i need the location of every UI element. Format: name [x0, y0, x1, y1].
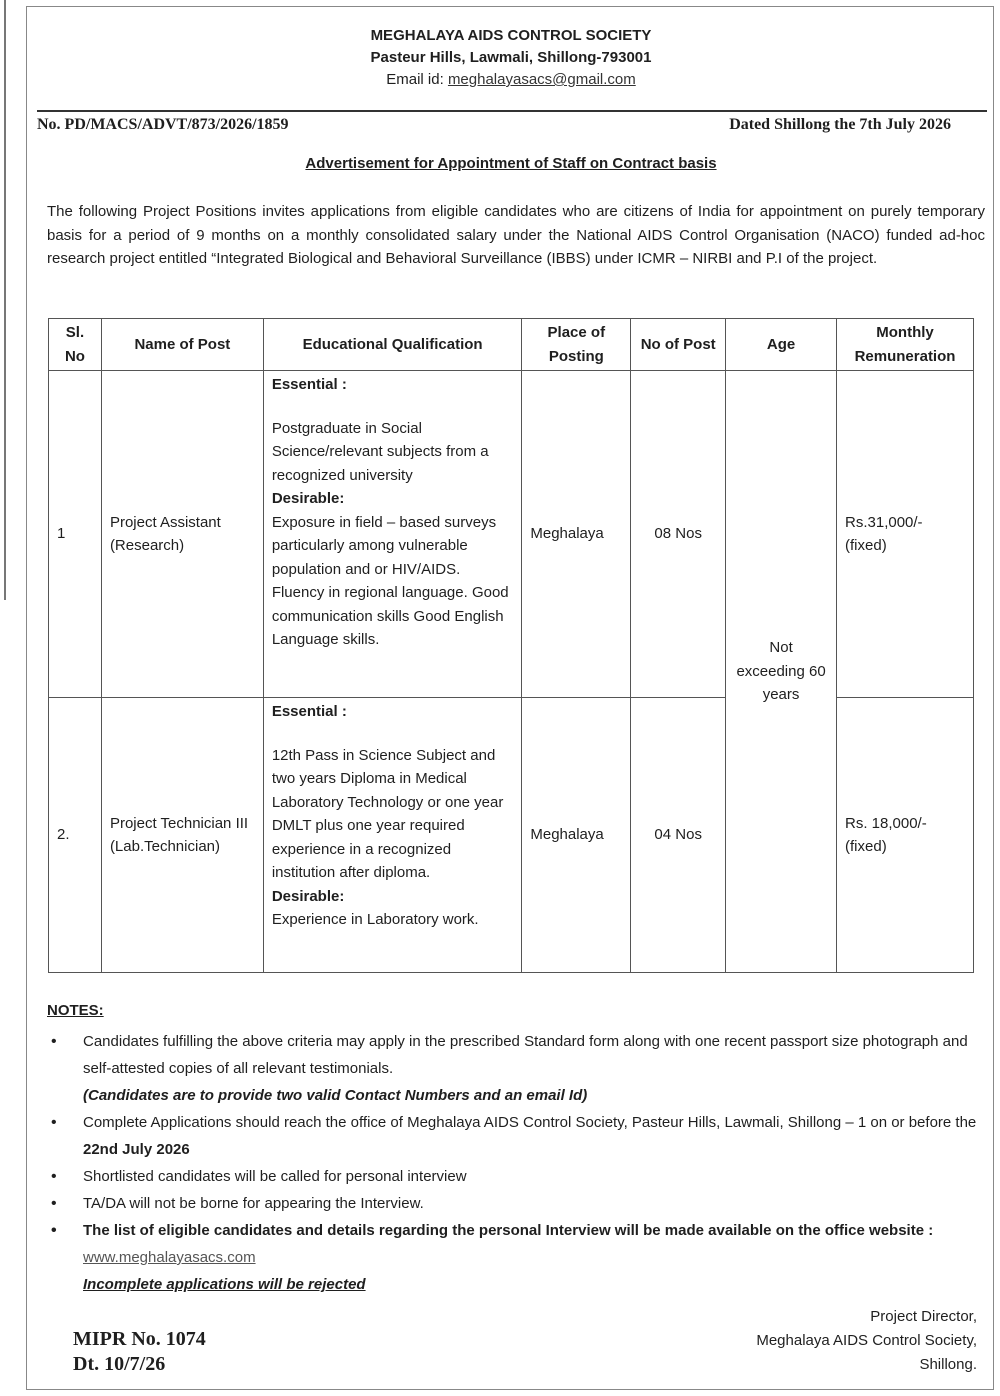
mipr-block [73, 1327, 206, 1377]
note-emphasis: (Candidates are to provide two valid Contact Numbers and an email Id) [83, 1087, 588, 1104]
org-address: Pasteur Hills, Lawmali, Shillong-793001 [370, 49, 652, 66]
desirable-text: Experience in Laboratory work. [271, 911, 479, 928]
row-post: Project Technician III (Lab.Technician) [101, 698, 263, 973]
header-qualification: Educational Qualification [263, 319, 522, 371]
email-label: Email id: [386, 71, 444, 88]
header-remuneration: Monthly Remuneration [837, 319, 974, 371]
header-sl: Sl. No [49, 319, 102, 371]
mipr-number: MIPR No. 1074 [73, 1328, 206, 1350]
positions-table [48, 318, 974, 973]
row-pay: Rs.31,000/- (fixed) [837, 371, 974, 698]
note-text: Candidates fulfilling the above criteria may apply in the prescribed Standard form along with one recent passport size photograph and self-attested copies of all relevant testimonials. [83, 1033, 968, 1077]
desirable-label: Desirable: [271, 887, 345, 905]
table-header-row [49, 319, 974, 371]
row-count: 04 Nos [631, 698, 726, 973]
note-text: Complete Applications should reach the office of Meghalaya AIDS Control Society, Pasteur Hills, Lawmali, Shillong – 1 on or before the [83, 1114, 977, 1131]
list-item [83, 1028, 977, 1109]
row-place: Meghalaya [522, 371, 631, 698]
notes-section [47, 997, 977, 1298]
desirable-text: Exposure in field – based surveys particularly among vulnerable population and or HIV/AIDS. Fluency in regional language. Good communication skills Good English Language skills. [271, 513, 509, 648]
dated-line: Dated Shillong the 7th July 2026 [729, 116, 951, 133]
essential-label: Essential : [271, 703, 347, 720]
row-pay: Rs. 18,000/- (fixed) [837, 698, 974, 973]
table-row [49, 371, 974, 698]
org-email-line [27, 69, 995, 91]
signatory-place: Shillong. [919, 1356, 977, 1373]
scan-margin-line [4, 0, 6, 600]
org-name: MEGHALAYA AIDS CONTROL SOCIETY [370, 27, 652, 44]
essential-text: 12th Pass in Science Subject and two years Diploma in Medical Laboratory Technology or one year DMLT plus one year required experience in a recognized institution after diploma. [271, 746, 504, 881]
signature-block [756, 1305, 977, 1377]
note-text: The list of eligible candidates and details regarding the personal Interview will be made available on the office website : [83, 1222, 934, 1239]
list-item: • Shortlisted candidates will be called for personal interview [83, 1163, 977, 1190]
signatory-title: Project Director, [870, 1308, 977, 1325]
reference-row [37, 110, 987, 134]
reference-number: No. PD/MACS/ADVT/873/2026/1859 [37, 116, 289, 133]
subject-heading: Advertisement for Appointment of Staff on Contract basis [305, 155, 717, 172]
row-qualification [263, 371, 522, 698]
header-place: Place of Posting [522, 319, 631, 371]
header-post: Name of Post [101, 319, 263, 371]
deadline-date: 22nd July 2026 [83, 1141, 190, 1158]
list-item: • TA/DA will not be borne for appearing the Interview. [83, 1190, 977, 1217]
letterhead [27, 25, 995, 91]
header-age: Age [726, 319, 837, 371]
list-item [83, 1217, 977, 1298]
essential-label: Essential : [271, 376, 347, 393]
row-post: Project Assistant (Research) [101, 371, 263, 698]
intro-paragraph: The following Project Positions invites applications from eligible candidates who are citizens of India for appointment on purely temporary basis for a period of 9 months on a monthly consolidated salary under the National AIDS Control Organisation (NACO) funded ad-hoc research project entitled “Integrated Biological and Behavioral Surveillance (IBBS) under ICMR – NIRBI and P.I of the project. [47, 203, 985, 267]
desirable-label: Desirable: [271, 490, 345, 507]
header-count: No of Post [631, 319, 726, 371]
row-sl: 1 [49, 371, 102, 698]
notes-title: NOTES: [47, 1002, 104, 1019]
row-qualification [263, 698, 522, 973]
note-warning: Incomplete applications will be rejected [83, 1276, 366, 1293]
website-link[interactable]: www.meghalayasacs.com [83, 1249, 256, 1266]
signatory-org: Meghalaya AIDS Control Society, [756, 1332, 977, 1349]
list-item [83, 1109, 977, 1163]
mipr-date: Dt. 10/7/26 [73, 1353, 166, 1375]
email-link[interactable]: meghalayasacs@gmail.com [447, 71, 636, 88]
row-place: Meghalaya [522, 698, 631, 973]
document-page [26, 6, 994, 1390]
row-sl: 2. [49, 698, 102, 973]
age-cell: Not exceeding 60 years [726, 371, 837, 973]
essential-text: Postgraduate in Social Science/relevant subjects from a recognized university [271, 419, 489, 484]
row-count: 08 Nos [631, 371, 726, 698]
notes-list [47, 1028, 977, 1298]
